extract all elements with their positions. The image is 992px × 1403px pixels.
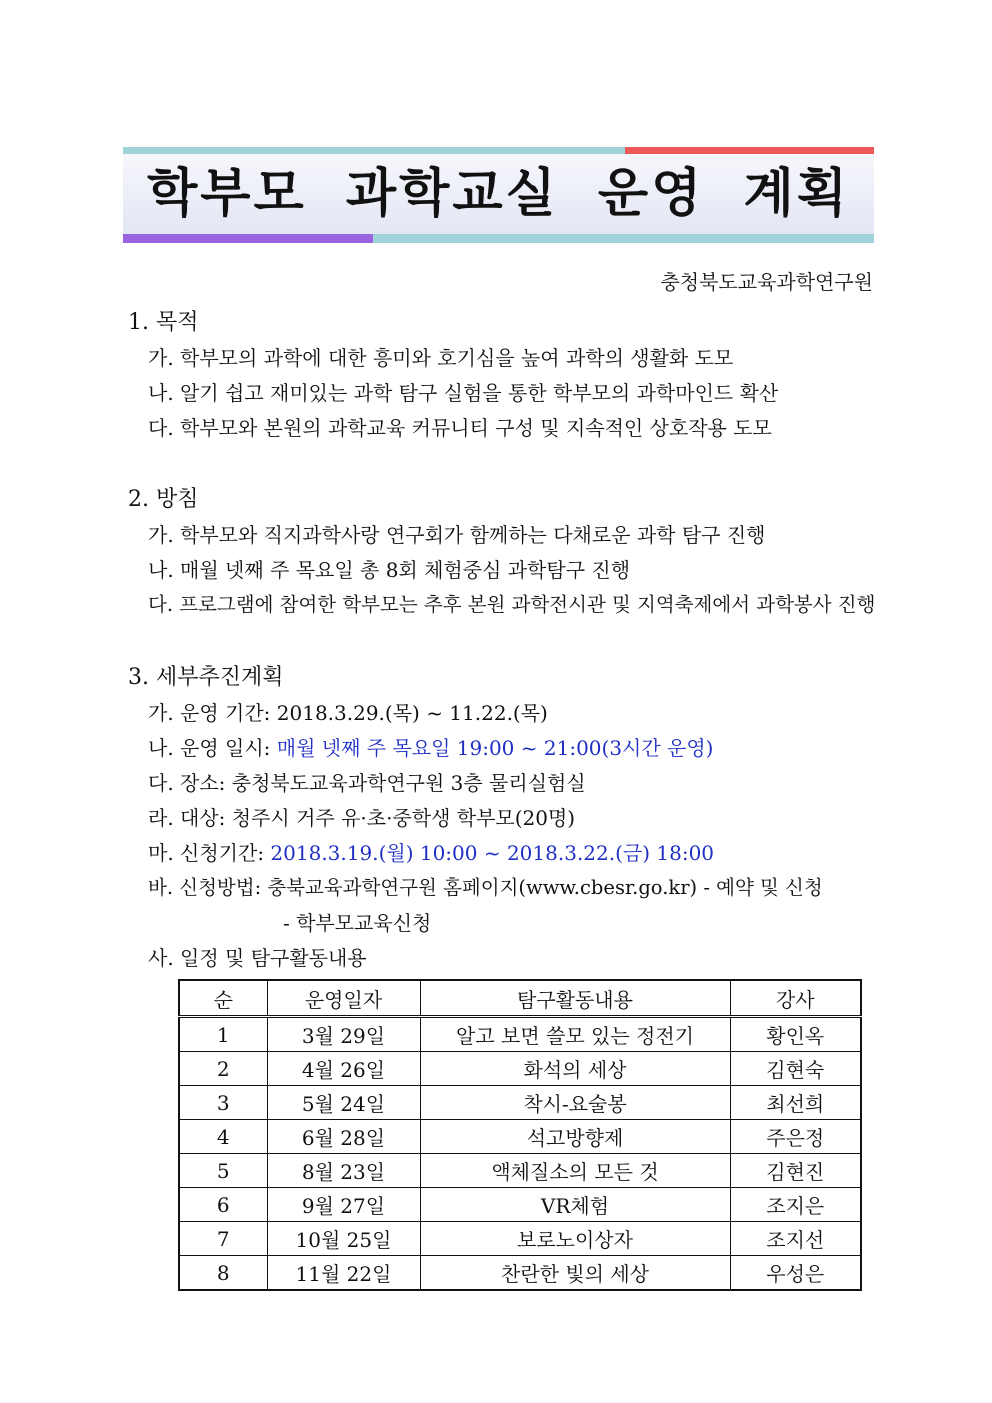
operation-time-label: 나. 운영 일시: bbox=[148, 736, 277, 760]
banner-bottom-bar-teal bbox=[373, 234, 874, 243]
banner-bottom-bar-purple bbox=[123, 234, 373, 243]
banner-top-bar-red bbox=[625, 147, 874, 154]
cell-instructor: 황인옥 bbox=[730, 1017, 861, 1052]
section2-heading: 2. 방침 bbox=[128, 487, 199, 512]
section2-item: 나. 매월 넷째 주 목요일 총 8회 체험중심 과학탐구 진행 bbox=[148, 558, 631, 582]
table-row bbox=[179, 1188, 861, 1222]
operation-period: 가. 운영 기간: 2018.3.29.(목) ~ 11.22.(목) bbox=[148, 701, 548, 725]
organization-name: 충청북도교육과학연구원 bbox=[660, 270, 873, 294]
cell-instructor: 조지은 bbox=[730, 1188, 861, 1222]
cell-activity: 보로노이상자 bbox=[420, 1222, 730, 1256]
section2-item: 다. 프로그램에 참여한 학부모는 추후 본원 과학전시관 및 지역축제에서 과학봉사 진행 bbox=[148, 593, 876, 616]
application-period-value: 2018.3.19.(월) 10:00 ~ 2018.3.22.(금) 18:00 bbox=[270, 841, 715, 865]
cell-date: 10월 25일 bbox=[267, 1222, 420, 1256]
banner-top-bar-teal bbox=[123, 147, 625, 154]
application-period-label: 마. 신청기간: bbox=[148, 841, 271, 865]
cell-instructor: 김현숙 bbox=[730, 1052, 861, 1086]
application-period bbox=[148, 837, 714, 866]
cell-activity: 찬란한 빛의 세상 bbox=[420, 1256, 730, 1291]
cell-date: 6월 28일 bbox=[267, 1120, 420, 1154]
cell-date: 4월 26일 bbox=[267, 1052, 420, 1086]
application-method: 바. 신청방법: 충북교육과학연구원 홈페이지(www.cbesr.go.kr) - 예약 및 신청 bbox=[148, 876, 823, 899]
table-row bbox=[179, 1154, 861, 1188]
cell-instructor: 조지선 bbox=[730, 1222, 861, 1256]
cell-instructor: 김현진 bbox=[730, 1154, 861, 1188]
cell-date: 9월 27일 bbox=[267, 1188, 420, 1222]
section1-item: 나. 알기 쉽고 재미있는 과학 탐구 실험을 통한 학부모의 과학마인드 확산 bbox=[148, 381, 779, 405]
cell-activity: 착시-요술봉 bbox=[420, 1086, 730, 1120]
cell-order: 5 bbox=[179, 1154, 267, 1188]
table-row bbox=[179, 1256, 861, 1291]
cell-date: 3월 29일 bbox=[267, 1017, 420, 1052]
table-row bbox=[179, 1086, 861, 1120]
cell-order: 8 bbox=[179, 1256, 267, 1291]
header-activity: 탐구활동내용 bbox=[420, 980, 730, 1017]
cell-order: 6 bbox=[179, 1188, 267, 1222]
cell-order: 1 bbox=[179, 1017, 267, 1052]
table-row bbox=[179, 1052, 861, 1086]
cell-activity: 석고방향제 bbox=[420, 1120, 730, 1154]
operation-time-value: 매월 넷째 주 목요일 19:00 ~ 21:00(3시간 운영) bbox=[276, 736, 714, 760]
cell-instructor: 최선희 bbox=[730, 1086, 861, 1120]
operation-time bbox=[148, 732, 713, 761]
cell-activity: VR체험 bbox=[420, 1188, 730, 1222]
section2-item: 가. 학부모와 직지과학사랑 연구회가 함께하는 다채로운 과학 탐구 진행 bbox=[148, 523, 766, 547]
cell-order: 4 bbox=[179, 1120, 267, 1154]
cell-instructor: 주은정 bbox=[730, 1120, 861, 1154]
operation-place: 다. 장소: 충청북도교육과학연구원 3층 물리실험실 bbox=[148, 771, 586, 795]
cell-date: 8월 23일 bbox=[267, 1154, 420, 1188]
table-row bbox=[179, 1222, 861, 1256]
table-header-row bbox=[179, 980, 861, 1017]
cell-date: 5월 24일 bbox=[267, 1086, 420, 1120]
cell-date: 11월 22일 bbox=[267, 1256, 420, 1291]
cell-activity: 알고 보면 쓸모 있는 정전기 bbox=[420, 1017, 730, 1052]
operation-target: 라. 대상: 청주시 거주 유·초·중학생 학부모(20명) bbox=[148, 806, 576, 830]
cell-activity: 액체질소의 모든 것 bbox=[420, 1154, 730, 1188]
title-banner bbox=[123, 147, 874, 243]
cell-order: 3 bbox=[179, 1086, 267, 1120]
cell-order: 7 bbox=[179, 1222, 267, 1256]
table-row bbox=[179, 1120, 861, 1154]
cell-instructor: 우성은 bbox=[730, 1256, 861, 1291]
header-instructor: 강사 bbox=[730, 980, 861, 1017]
cell-order: 2 bbox=[179, 1052, 267, 1086]
schedule-table bbox=[178, 979, 862, 1291]
section1-heading: 1. 목적 bbox=[128, 310, 199, 335]
table-row bbox=[179, 1017, 861, 1052]
application-method-continued: - 학부모교육신청 bbox=[283, 911, 432, 935]
header-date: 운영일자 bbox=[267, 980, 420, 1017]
page-title: 학부모 과학교실 운영 계획 bbox=[147, 164, 850, 224]
schedule-heading: 사. 일정 및 탐구활동내용 bbox=[148, 946, 367, 970]
section1-item: 가. 학부모의 과학에 대한 흥미와 호기심을 높여 과학의 생활화 도모 bbox=[148, 346, 734, 370]
cell-activity: 화석의 세상 bbox=[420, 1052, 730, 1086]
section3-heading: 3. 세부추진계획 bbox=[128, 665, 284, 690]
section1-item: 다. 학부모와 본원의 과학교육 커뮤니티 구성 및 지속적인 상호작용 도모 bbox=[148, 416, 772, 440]
header-order: 순 bbox=[179, 980, 267, 1017]
